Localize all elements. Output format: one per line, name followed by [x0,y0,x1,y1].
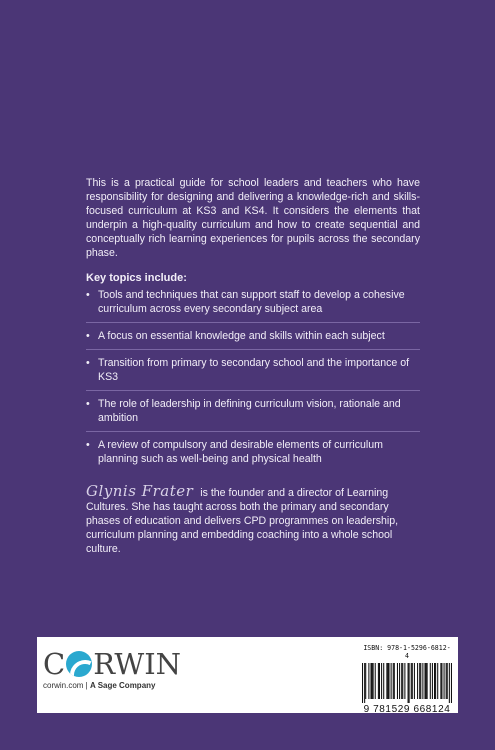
barcode-bar [408,663,409,703]
topic-text: Tools and techniques that can support staff to develop a cohesive curriculum across every secondary subject area [98,289,405,315]
barcode-bar [394,663,395,699]
list-item [86,288,420,323]
barcode-bar [362,663,363,703]
barcode-bar [411,663,412,699]
publisher-logo [43,649,181,690]
barcode-bar [391,663,392,699]
barcode-bar [379,663,380,699]
barcode-digits: 9 781529 668124 [363,704,451,715]
author-bio: is the founder and a director of Learning Cultures. She has taught across both the primary and secondary phases of education and delivers CPD programmes on leadership, curriculum planning and embedding coaching into a whole school culture. [86,487,399,555]
bullet-icon: • [86,289,90,301]
bullet-icon: • [86,330,90,342]
book-blurb: This is a practical guide for school leaders and teachers who have responsibility for designing and delivering a knowledge-rich and skills-focused curriculum at KS3 and KS4. It considers the elements that underpin a high-quality curriculum and how to create sequential and conceptually rich learning experiences for pupils across the secondary phase. [86,177,420,259]
barcode-bar [437,663,438,699]
logo-separator: | [83,681,90,690]
barcode-icon [362,663,452,703]
author-bio-block [86,484,420,556]
isbn-label: ISBN: 978-1-5296-6812-4 [363,644,451,660]
barcode-bar [372,663,373,699]
logo-wordmark [43,649,181,679]
barcode-bar [373,663,374,699]
barcode-bar [441,663,442,699]
barcode-bar [419,663,420,699]
barcode-bar [381,663,382,699]
list-item [86,329,420,350]
barcode-bar [365,663,366,699]
barcode-bar [420,663,421,699]
barcode-bar [404,663,405,699]
key-topics-heading: Key topics include: [86,272,187,284]
key-topics-list [86,288,420,472]
barcode-bar [375,663,376,699]
logo-subtitle [43,681,181,690]
barcode-bar [449,663,450,703]
barcode-bar [417,663,418,699]
author-signature: Glynis Frater [86,482,194,500]
barcode-bar [368,663,369,699]
bullet-icon: • [86,357,90,369]
barcode-bar [426,663,427,699]
barcode-bar [440,663,441,699]
barcode-bar [424,663,425,699]
publisher-panel [37,637,458,713]
publisher-site: corwin.com [43,681,84,690]
list-item [86,438,420,472]
barcode-bar [434,663,435,699]
barcode-bar [393,663,394,699]
barcode-block [362,644,452,715]
topic-text: A focus on essential knowledge and skills within each subject [98,330,385,342]
logo-letter-c: C [43,647,66,681]
barcode-bar [451,663,452,703]
barcode-bar [388,663,389,699]
barcode-bar [447,663,448,699]
barcode-bar [383,663,384,699]
barcode-bar [401,663,402,699]
cover-text [86,176,420,556]
barcode-bar [422,663,423,699]
barcode-bar [412,663,413,699]
bullet-icon: • [86,398,90,410]
barcode-bar [378,663,379,699]
list-item [86,356,420,391]
barcode-bar [402,663,403,699]
list-item [86,397,420,432]
barcode-bar [409,663,410,703]
topic-text: A review of compulsory and desirable elements of curriculum planning such as well-being and physical health [98,439,383,465]
publisher-tagline: A Sage Company [89,681,156,690]
barcode-bar [446,663,447,699]
barcode-bar [364,663,365,703]
bullet-icon: • [86,439,90,451]
barcode-bar [430,663,431,699]
logo-o-icon [66,651,92,677]
barcode-bar [444,663,445,699]
barcode-bar [370,663,371,699]
logo-letters: RWIN [93,647,182,681]
barcode-bar [414,663,415,699]
topic-text: Transition from primary to secondary school and the importance of KS3 [98,357,410,383]
barcode-bar [432,663,433,699]
barcode-bar [397,663,398,699]
topic-text: The role of leadership in defining curriculum vision, rationale and ambition [98,398,401,424]
barcode-bar [427,663,428,699]
barcode-bar [435,663,436,699]
barcode-bar [386,663,387,699]
barcode-bar [387,663,388,699]
barcode-bar [399,663,400,699]
